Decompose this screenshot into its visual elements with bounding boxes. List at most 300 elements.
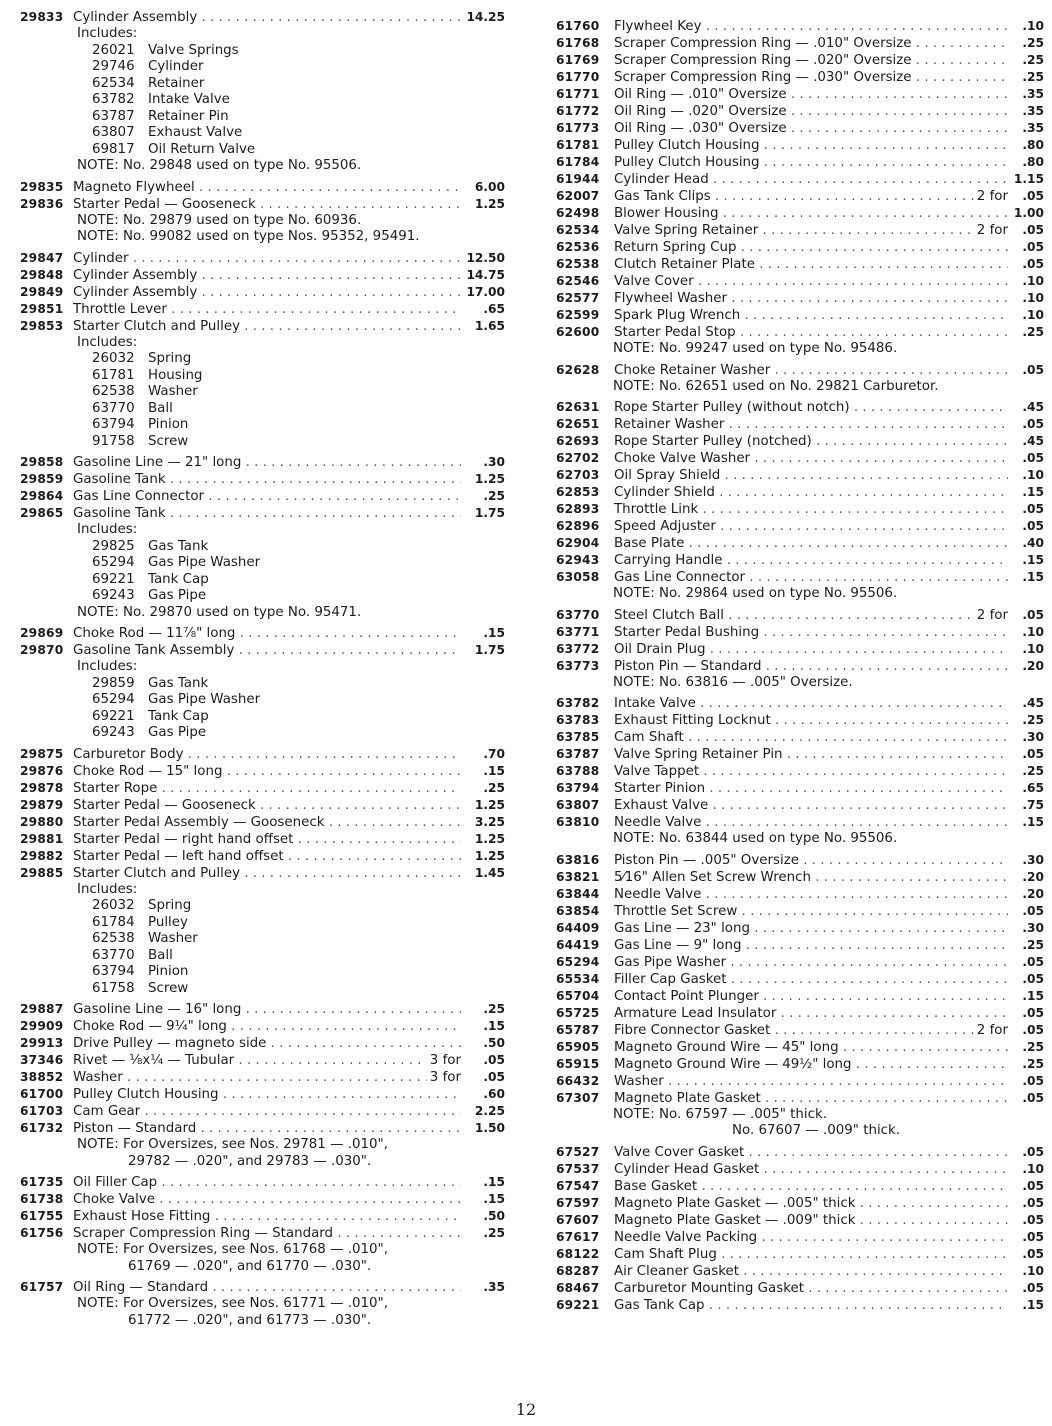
part-number: 61738 [20,1192,64,1206]
parts-row [556,814,1044,831]
part-number: 29870 [20,643,64,657]
part-price: .45 [1022,400,1044,414]
parts-row [556,1280,1044,1297]
parts-row [20,250,505,267]
part-number: 29882 [20,848,64,863]
part-price: .30 [1022,920,1044,935]
part-price: 14.75 [466,267,505,282]
part-description: Valve Tappet . . . [614,763,1008,780]
parts-row [556,1297,1044,1314]
includes-label: Includes: [77,659,138,674]
parts-row [20,318,505,335]
part-description: Flywheel Washer . . . [614,290,1008,307]
part-number: 29869 [20,626,64,640]
part-price: .10 [1022,291,1044,305]
parts-row [556,988,1044,1005]
part-price: .45 [1022,696,1044,710]
part-number: 63794 [556,781,600,795]
part-description: Rope Starter Pulley (notched) . . . [614,433,1008,450]
parts-row [556,86,1044,103]
part-description: Gas Line Connector . . . [614,569,1008,586]
part-price: .20 [1022,658,1044,673]
included-part-description: Washer [148,384,198,399]
part-number: 63058 [556,570,600,584]
part-price: .05 [1022,257,1044,271]
part-number: 63772 [556,641,600,656]
part-price: .25 [483,780,505,795]
included-part-row [20,964,505,981]
part-price: .15 [1022,815,1044,829]
parts-row [556,35,1044,52]
included-part-description: Gas Pipe [148,588,207,603]
note-text: NOTE: No. 29870 used on type No. 95471. [77,604,362,620]
parts-row [20,267,505,284]
parts-row [556,362,1044,379]
part-price: 1.00 [1013,206,1044,220]
part-price: 12.50 [466,250,505,265]
parts-row [20,1225,505,1242]
part-description: Valve Cover . . . [614,273,1008,290]
part-description: Starter Pedal Bushing . . . [614,624,1008,641]
included-part-row [20,948,505,965]
parts-row [20,814,505,831]
parts-row [20,1069,505,1086]
parts-row [556,552,1044,569]
included-part-row [20,539,505,556]
part-number: 62007 [556,189,600,203]
part-number: 62703 [556,468,600,482]
part-price: .25 [1022,764,1044,778]
part-number: 63783 [556,713,600,727]
included-part-description: Screw [148,980,189,996]
included-part-row [20,43,505,60]
part-number: 29885 [20,865,64,880]
note-text: NOTE: No. 67597 — .005" thick. [613,1106,828,1122]
part-price: .40 [1022,536,1044,550]
parts-row [556,937,1044,954]
note-text: NOTE: No. 62651 used on No. 29821 Carburetor. [613,378,939,394]
part-number: 67527 [556,1144,600,1159]
part-number: 62893 [556,502,600,516]
included-part-description: Oil Return Valve [148,141,256,157]
part-number: 63787 [556,747,600,761]
part-number: 29858 [20,455,64,469]
part-description: Choke Rod — 11⅞" long . . . [73,625,461,642]
included-part-description: Pulley [148,914,188,930]
part-price: .25 [1022,713,1044,727]
part-price: .05 [1022,607,1044,622]
part-number: 62577 [556,291,600,305]
part-number: 62534 [556,223,600,237]
part-price: 1.25 [474,472,505,486]
included-part-description: Gas Pipe [148,725,207,740]
parts-row [556,1195,1044,1212]
part-number: 29833 [20,10,64,24]
part-price: .05 [1022,1246,1044,1261]
part-description: Magneto Flywheel . . . [73,179,461,196]
included-part-description: Valve Springs [148,42,239,58]
part-description: Oil Ring — Standard . . . [73,1279,461,1296]
part-description: Magneto Plate Gasket — .005" thick . . . [614,1195,1008,1212]
included-part-description: Cylinder [148,59,204,74]
included-part-row [20,931,505,948]
part-description: Throttle Link . . . [614,501,1008,518]
part-description: Gas Pipe Washer . . . [614,954,1008,971]
included-part-description: Ball [148,947,173,963]
part-price: .15 [483,1019,505,1033]
part-number: 29887 [20,1002,64,1016]
parts-list-right-column [556,0,1044,1314]
part-number: 63788 [556,764,600,778]
parts-row [556,399,1044,416]
part-number: 64409 [556,920,600,935]
included-part-number: 61758 [92,980,135,996]
parts-row [556,324,1044,341]
part-description: Piston Pin — .005" Oversize . . . [614,852,1008,869]
included-part-description: Retainer Pin [148,108,229,124]
part-description: Oil Ring — .030" Oversize . . . [614,120,1008,137]
included-part-number: 61784 [92,914,135,930]
included-part-description: Gas Pipe Washer [148,555,261,570]
note-text: NOTE: No. 99082 used on type Nos. 95352, 95491. [77,229,420,244]
part-price: .15 [1022,553,1044,567]
part-price: .05 [1022,189,1044,203]
included-part-row [20,692,505,709]
parts-row [556,797,1044,814]
included-part-row [20,588,505,605]
part-description: Fibre Connector Gasket . . . [614,1022,974,1039]
parts-row [20,454,505,471]
part-number: 68122 [556,1246,600,1261]
part-description: Base Gasket . . . [614,1178,1008,1195]
included-part-number: 69243 [92,725,135,740]
part-price: .25 [1022,937,1044,952]
part-number: 61735 [20,1175,64,1189]
part-number: 62702 [556,451,600,465]
parts-row [556,695,1044,712]
part-description: Piston Pin — Standard . . . [614,658,1008,675]
part-number: 61757 [20,1280,64,1294]
part-price: .05 [1022,1144,1044,1159]
part-number: 38852 [20,1070,64,1084]
part-number: 63782 [556,696,600,710]
part-price: .25 [483,1226,505,1240]
part-quantity: 2 for [976,189,1008,204]
included-part-number: 26032 [92,351,135,366]
part-price: .05 [1022,451,1044,465]
part-description: Choke Rod — 9¼" long . . . [73,1018,461,1035]
included-part-number: 29859 [92,675,135,691]
part-quantity: 2 for [976,1022,1008,1038]
parts-row [556,954,1044,971]
part-description: Gas Line — 23" long . . . [614,920,1008,937]
included-part-row [20,915,505,932]
part-price: .35 [1022,104,1044,118]
part-description: Base Plate . . . [614,535,1008,552]
parts-row [20,780,505,797]
part-number: 65725 [556,1005,600,1020]
parts-row [556,501,1044,518]
part-description: 5⁄16" Allen Set Screw Wrench . . . [614,869,1008,886]
part-price: .75 [1022,798,1044,812]
part-description: Starter Pedal Assembly — Gooseneck . . . [73,814,461,831]
part-description: Magneto Ground Wire — 45" long . . . [614,1039,1008,1056]
part-description: Choke Retainer Washer . . . [614,362,1008,379]
part-price: 1.15 [1013,172,1044,186]
part-price: .05 [1022,1195,1044,1210]
parts-row [20,763,505,780]
parts-row [556,869,1044,886]
part-description: Starter Pedal — left hand offset . . . [73,848,461,865]
parts-row [556,886,1044,903]
included-part-row [20,109,505,126]
part-number: 68467 [556,1280,600,1295]
parts-row [20,831,505,848]
included-part-row [20,572,505,589]
part-price: .25 [483,489,505,503]
part-description: Needle Valve . . . [614,814,1008,831]
part-price: .05 [1022,1212,1044,1227]
part-price: .25 [483,1002,505,1016]
part-number: 61703 [20,1104,64,1118]
part-number: 29875 [20,746,64,761]
part-number: 63807 [556,798,600,812]
part-price: .05 [1022,1073,1044,1088]
parts-row [20,284,505,301]
included-part-description: Spring [148,351,192,366]
parts-row [556,222,1044,239]
parts-row [556,712,1044,729]
part-number: 62904 [556,536,600,550]
included-part-description: Washer [148,931,198,946]
part-number: 29859 [20,472,64,486]
part-price: .20 [1022,869,1044,884]
part-description: Scraper Compression Ring — Standard . . . [73,1225,461,1242]
part-number: 62538 [556,257,600,271]
parts-row [556,1263,1044,1280]
note-continuation: 29782 — .020", and 29783 — .030". [128,1153,372,1169]
part-number: 63773 [556,658,600,673]
part-description: Gasoline Tank Assembly . . . [73,642,461,659]
included-part-row [20,401,505,418]
included-part-description: Gas Pipe Washer [148,692,261,707]
part-description: Gas Tank Cap . . . [614,1297,1008,1314]
part-description: Filler Cap Gasket . . . [614,971,1008,988]
part-number: 61760 [556,19,600,33]
part-price: 17.00 [466,284,505,299]
part-description: Needle Valve Packing . . . [614,1229,1008,1246]
part-description: Magneto Ground Wire — 49½" long . . . [614,1056,1008,1073]
part-description: Cylinder . . . [73,250,461,267]
included-part-number: 62538 [92,384,135,399]
parts-row [556,518,1044,535]
parts-row [556,763,1044,780]
part-price: .15 [483,1192,505,1206]
parts-row [556,1178,1044,1195]
part-number: 61770 [556,70,600,84]
part-price: .05 [1022,954,1044,969]
part-number: 62536 [556,240,600,254]
part-number: 29878 [20,780,64,795]
part-description: Exhaust Fitting Locknut . . . [614,712,1008,729]
part-description: Cam Gear . . . [73,1103,461,1120]
included-part-row [20,417,505,434]
included-part-number: 63782 [92,92,135,107]
part-description: Oil Ring — .020" Oversize . . . [614,103,1008,120]
part-number: 29849 [20,284,64,299]
part-price: .50 [483,1036,505,1050]
part-number: 67547 [556,1178,600,1193]
part-price: .70 [483,746,505,761]
part-number: 67607 [556,1212,600,1227]
parts-row [20,1035,505,1052]
parts-list-left-column [20,0,505,1329]
included-part-row [20,92,505,109]
part-description: Needle Valve . . . [614,886,1008,903]
included-part-number: 63770 [92,400,135,416]
part-description: Armature Lead Insulator . . . [614,1005,1008,1022]
part-price: 2.25 [474,1104,505,1118]
parts-row [556,1056,1044,1073]
part-description: Gasoline Line — 16" long . . . [73,1001,461,1018]
included-part-row [20,125,505,142]
parts-row [556,535,1044,552]
part-number: 29881 [20,831,64,846]
included-part-number: 63807 [92,125,135,140]
parts-row [20,797,505,814]
included-part-description: Exhaust Valve [148,125,243,140]
parts-row [556,52,1044,69]
part-quantity: 2 for [976,223,1008,238]
part-description: Steel Clutch Ball . . . [614,607,974,624]
part-price: .05 [1022,519,1044,533]
part-number: 63785 [556,730,600,744]
part-number: 29865 [20,506,64,520]
part-price: .20 [1022,886,1044,901]
part-price: .05 [1022,240,1044,254]
part-number: 61732 [20,1121,64,1135]
part-description: Washer . . . [73,1069,427,1086]
part-description: Flywheel Key . . . [614,18,1008,35]
part-price: 1.50 [474,1121,505,1135]
parts-row [20,1120,505,1137]
part-price: .05 [1022,1280,1044,1295]
part-price: .10 [1022,468,1044,482]
parts-row [20,848,505,865]
part-number: 62600 [556,325,600,339]
part-price: .10 [1022,1161,1044,1176]
parts-row [20,196,505,213]
part-description: Cam Shaft Plug . . . [614,1246,1008,1263]
parts-row [556,433,1044,450]
note-text: NOTE: No. 29864 used on type No. 95506. [613,586,898,601]
part-price: .15 [1022,988,1044,1003]
part-price: .05 [1022,1005,1044,1020]
included-part-row [20,76,505,93]
part-number: 61771 [556,87,600,101]
part-price: .15 [1022,570,1044,584]
part-price: .15 [483,763,505,778]
included-part-description: Pinion [148,964,189,979]
parts-row [20,1018,505,1035]
part-description: Piston — Standard . . . [73,1120,461,1137]
note-text: NOTE: For Oversizes, see Nos. 61768 — .010", [77,1242,388,1257]
included-part-number: 69817 [92,141,135,157]
part-description: Starter Pedal — right hand offset . . . [73,831,461,848]
parts-row [556,746,1044,763]
part-price: .65 [1022,781,1044,795]
parts-row [20,1279,505,1296]
part-number: 29835 [20,179,64,194]
part-description: Air Cleaner Gasket . . . [614,1263,1008,1280]
parts-row [556,971,1044,988]
part-price: .25 [1022,70,1044,84]
part-number: 63771 [556,624,600,639]
part-number: 61772 [556,104,600,118]
part-number: 62599 [556,308,600,322]
note-continuation: 61772 — .020", and 61773 — .030". [128,1312,372,1328]
part-description: Throttle Lever . . . [73,301,461,318]
part-price: .25 [1022,53,1044,67]
included-part-description: Gas Tank [148,538,209,554]
part-number: 61781 [556,138,600,152]
included-part-number: 26032 [92,898,135,913]
part-price: .30 [1022,730,1044,744]
part-price: .30 [483,455,505,469]
part-price: .05 [1022,903,1044,918]
part-description: Starter Pedal Stop . . . [614,324,1008,341]
parts-row [20,505,505,522]
part-description: Oil Filler Cap . . . [73,1174,461,1191]
included-part-number: 62538 [92,931,135,946]
part-description: Return Spring Cup . . . [614,239,1008,256]
part-price: .05 [1022,1090,1044,1105]
parts-row [20,1052,505,1069]
part-price: .10 [1022,641,1044,656]
parts-row [556,903,1044,920]
part-price: .05 [1022,747,1044,761]
included-part-row [20,725,505,742]
parts-row [556,780,1044,797]
part-description: Throttle Set Screw . . . [614,903,1008,920]
part-number: 63854 [556,903,600,918]
part-number: 65915 [556,1056,600,1071]
part-price: .05 [1022,1229,1044,1244]
part-description: Spark Plug Wrench . . . [614,307,1008,324]
note-text: NOTE: No. 63844 used on type No. 95506. [613,831,898,846]
part-price: .05 [1022,1178,1044,1193]
part-description: Oil Spray Shield . . . [614,467,1008,484]
part-description: Gasoline Tank . . . [73,471,461,488]
part-number: 29848 [20,267,64,282]
part-number: 61769 [556,53,600,67]
part-number: 61768 [556,36,600,50]
part-price: .30 [1022,852,1044,867]
part-description: Intake Valve . . . [614,695,1008,712]
part-number: 29853 [20,318,64,333]
note-text: NOTE: For Oversizes, see Nos. 61771 — .010", [77,1296,388,1311]
part-price: .25 [1022,1039,1044,1054]
parts-row [556,120,1044,137]
part-description: Cylinder Assembly . . . [73,9,461,26]
parts-row [556,1022,1044,1039]
part-number: 62693 [556,434,600,448]
parts-row [556,1090,1044,1107]
part-description: Cylinder Head . . . [614,171,1008,188]
part-number: 29879 [20,797,64,812]
included-part-number: 65294 [92,555,135,570]
part-number: 29909 [20,1019,64,1033]
